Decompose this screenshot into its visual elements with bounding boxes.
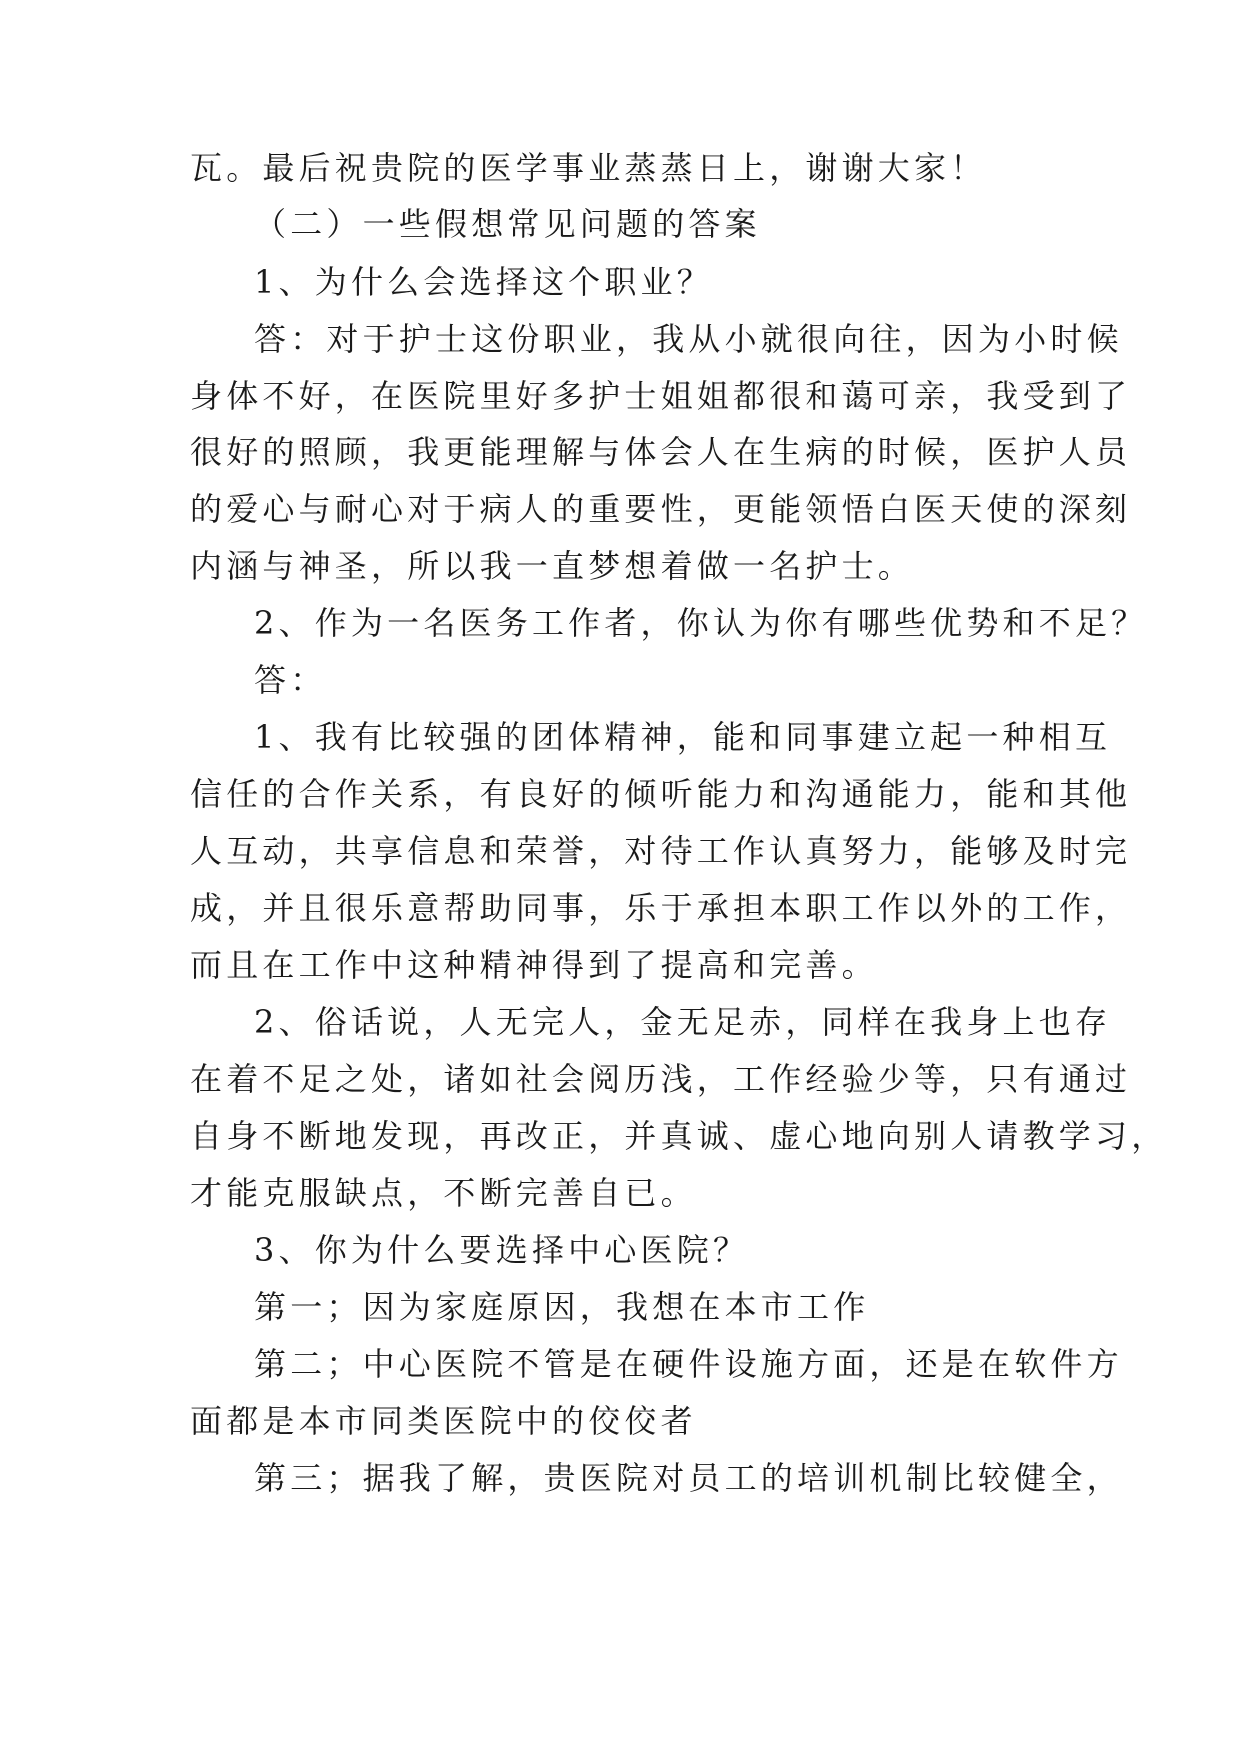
paragraph-line: 而且在工作中这种精神得到了提高和完善。 <box>190 946 878 984</box>
question-line: 3、你为什么要选择中心医院？ <box>254 1231 750 1269</box>
paragraph-line: 2、俗话说，人无完人，金无足赤，同样在我身上也存 <box>254 1003 1112 1041</box>
paragraph-line: 第三；据我了解，贵医院对员工的培训机制比较健全， <box>254 1459 1123 1497</box>
paragraph-line: 才能克服缺点，不断完善自已。 <box>190 1174 697 1212</box>
paragraph-line: 人互动，共享信息和荣誉，对待工作认真努力，能够及时完 <box>190 832 1132 870</box>
paragraph-line: 很好的照顾，我更能理解与体会人在生病的时候，医护人员 <box>190 433 1132 471</box>
paragraph-line: 自身不断地发现，再改正，并真诚、虚心地向别人请教学习， <box>190 1117 1168 1155</box>
paragraph-line: 面都是本市同类医院中的佼佼者 <box>190 1402 697 1440</box>
paragraph-line: 瓦。最后祝贵院的医学事业蒸蒸日上，谢谢大家！ <box>190 149 987 187</box>
answer-line: 答： <box>254 661 327 699</box>
section-heading: （二）一些假想常见问题的答案 <box>254 205 761 243</box>
paragraph-line: 第一；因为家庭原因，我想在本市工作 <box>254 1288 870 1326</box>
paragraph-line: 第二；中心医院不管是在硬件设施方面，还是在软件方 <box>254 1345 1123 1383</box>
paragraph-line: 的爱心与耐心对于病人的重要性，更能领悟白医天使的深刻 <box>190 490 1132 528</box>
paragraph-line: 身体不好，在医院里好多护士姐姐都很和蔼可亲，我受到了 <box>190 377 1132 415</box>
paragraph-line: 成，并且很乐意帮助同事，乐于承担本职工作以外的工作， <box>190 889 1132 927</box>
question-line: 1、为什么会选择这个职业？ <box>254 263 713 301</box>
paragraph-line: 内涵与神圣，所以我一直梦想着做一名护士。 <box>190 547 915 585</box>
paragraph-line: 在着不足之处，诸如社会阅历浅，工作经验少等，只有通过 <box>190 1060 1132 1098</box>
answer-line: 答：对于护士这份职业，我从小就很向往，因为小时候 <box>254 320 1123 358</box>
paragraph-line: 1、我有比较强的团体精神，能和同事建立起一种相互 <box>254 718 1112 756</box>
paragraph-line: 信任的合作关系，有良好的倾听能力和沟通能力，能和其他 <box>190 775 1132 813</box>
question-line: 2、作为一名医务工作者，你认为你有哪些优势和不足？ <box>254 604 1148 642</box>
